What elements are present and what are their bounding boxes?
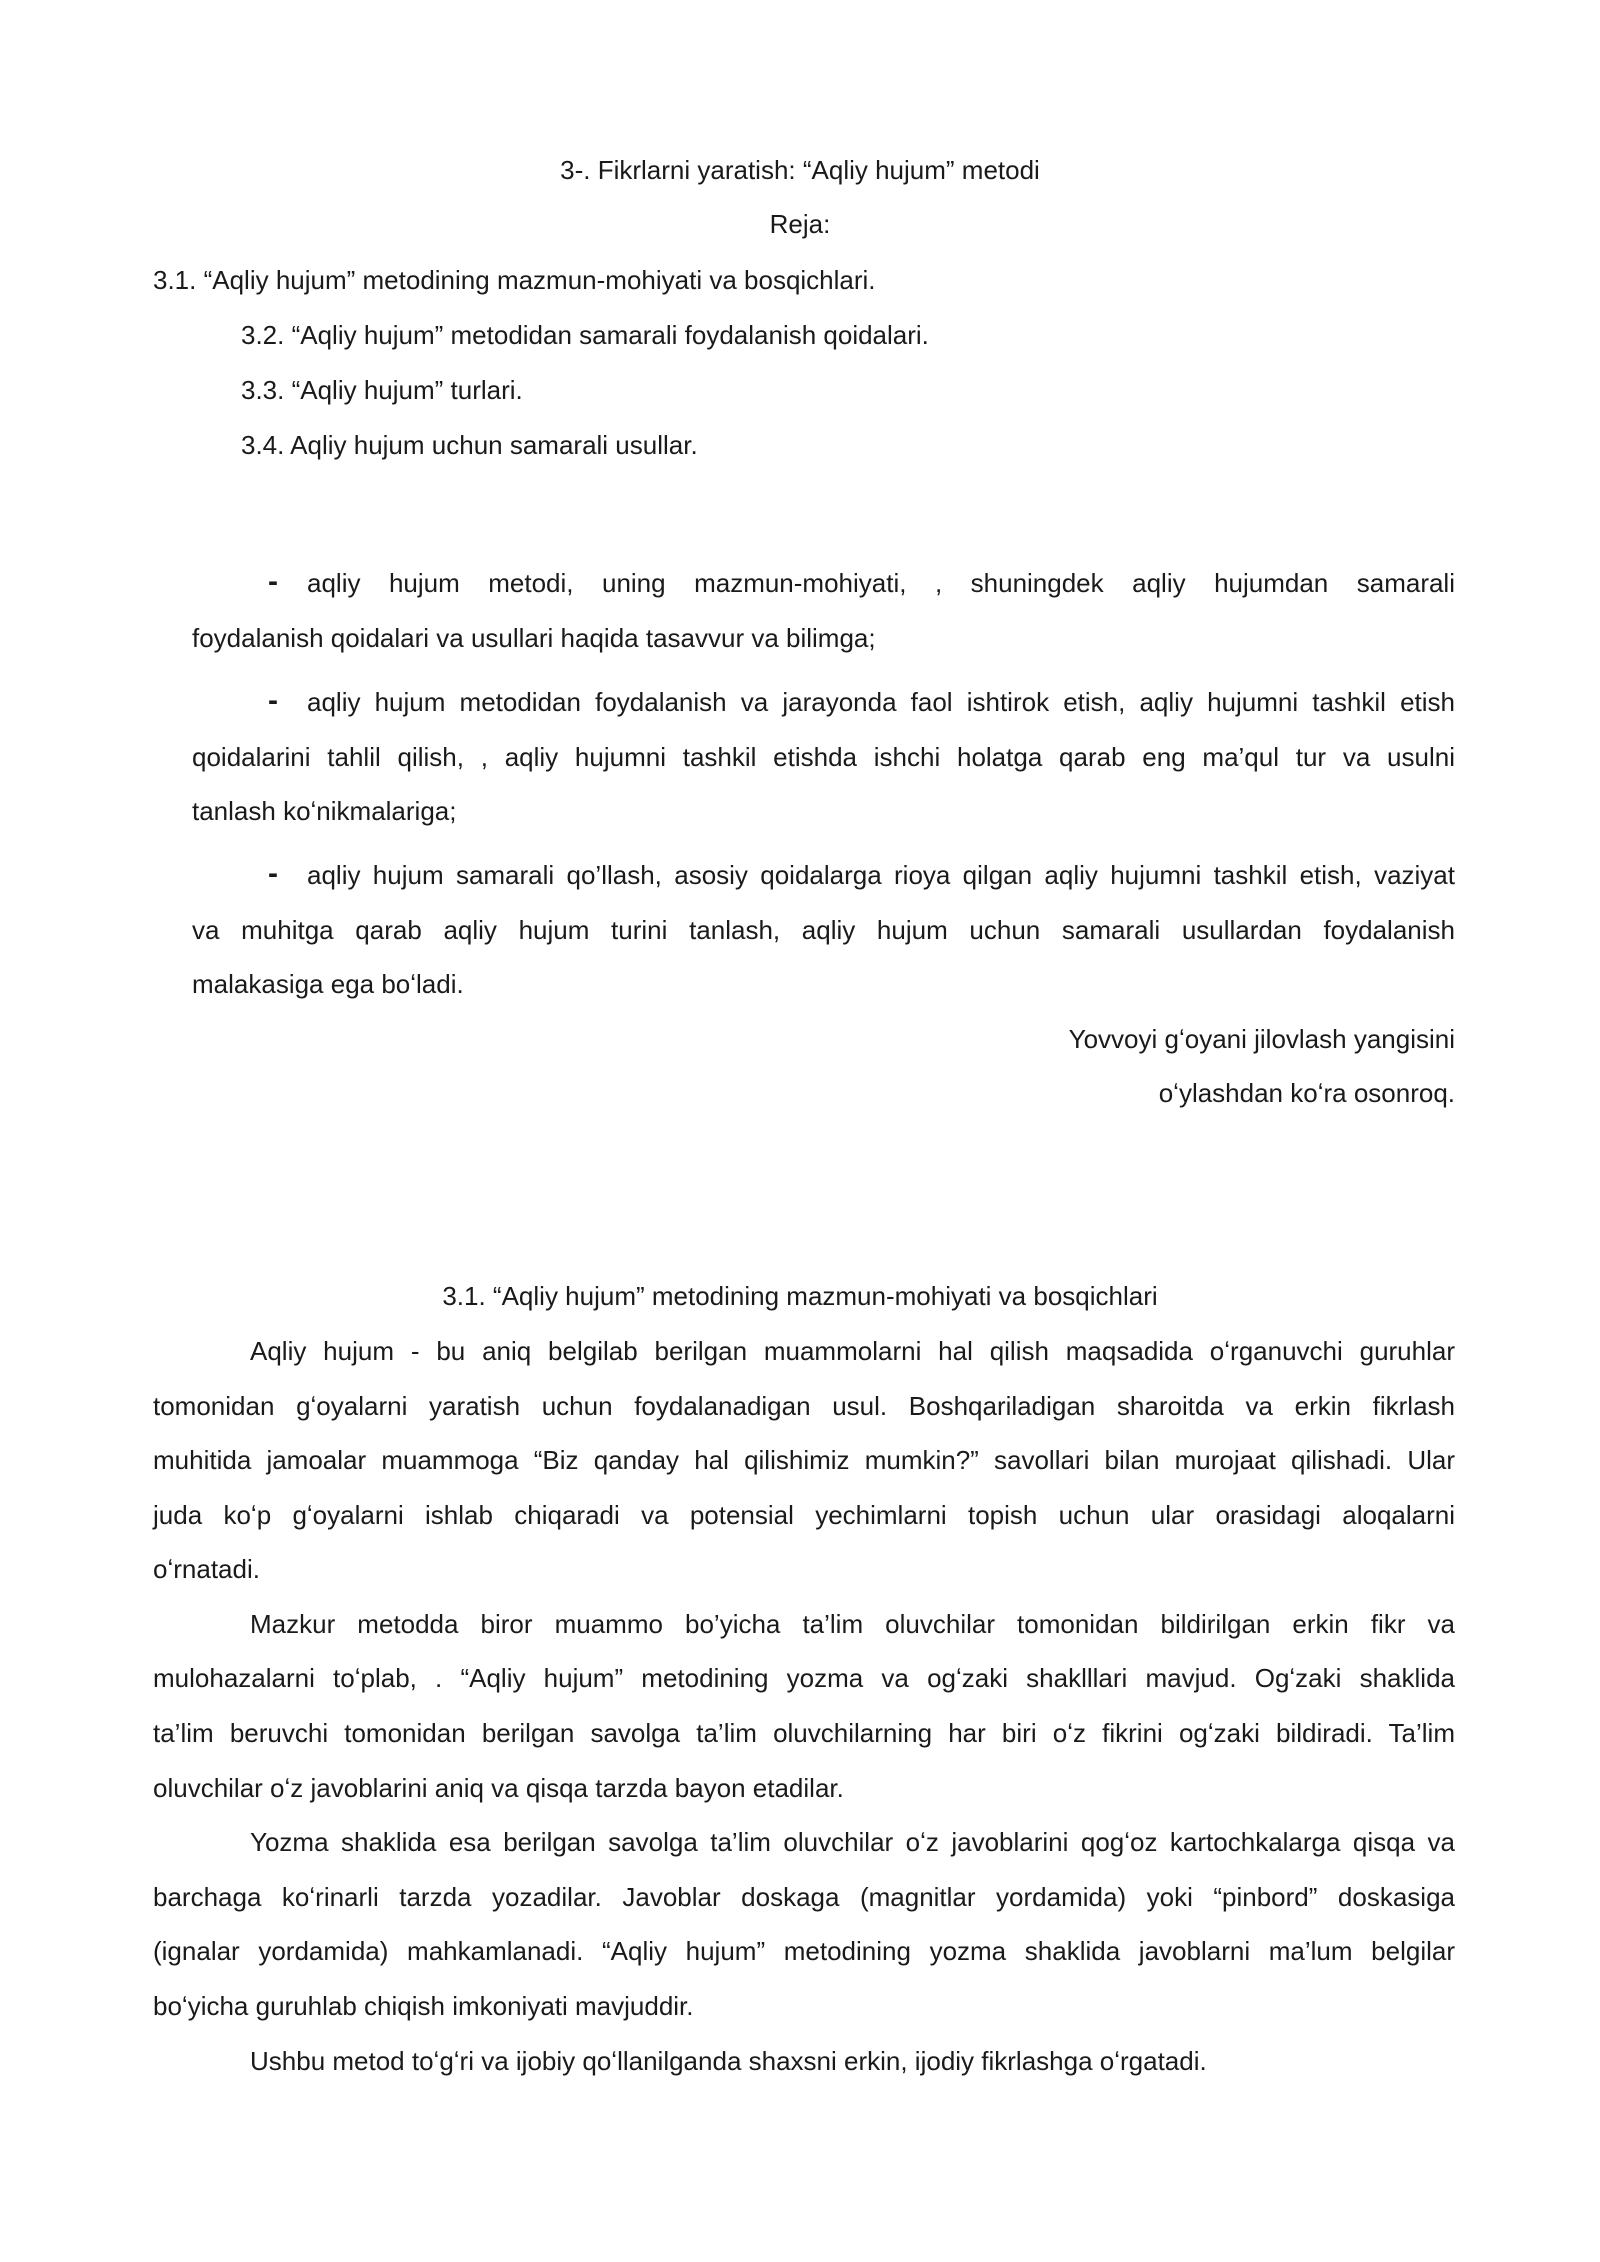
bullet-dash: - [268,565,278,598]
outcome-3-line-1: aqliy hujum samarali qo’llash, asosiy qoidalarga rioya qilgan aqliy hujumni tashkil etish, vaziyat [307,860,1455,890]
outcome-2-line-1: aqliy hujum metodidan foydalanish va jarayonda faol ishtirok etish, aqliy hujumni tashkil etish [307,687,1455,717]
paragraph-3-line-2: barchaga koʻrinarli tarzda yozadilar. Javoblar doskaga (magnitlar yordamida) yoki “pinbord” doskasiga [153,1882,1455,1912]
section-title: 3.1. “Aqliy hujum” metodining mazmun-mohiyati va bosqichlari [442,1281,1158,1311]
outcome-1-line-1: aqliy hujum metodi, uning mazmun-mohiyati, , shuningdek aqliy hujumdan samarali [307,568,1455,598]
epigraph-line-1: Yovvoyi gʻoyani jilovlash yangisini [1068,1024,1455,1054]
paragraph-2-line-2: mulohazalarni toʻplab, . “Aqliy hujum” metodining yozma va ogʻzaki shaklllari mavjud. Ogʻzaki shaklida [153,1663,1455,1693]
bullet-dash: - [268,857,278,890]
paragraph-3-line-1: Yozma shaklida esa berilgan savolga ta’lim oluvchilar oʻz javoblarini qogʻoz kartochkalarga qisqa va [250,1827,1455,1857]
paragraph-2-line-1: Mazkur metodda biror muammo bo’yicha ta’lim oluvchilar tomonidan bildirilgan erkin fikr va [250,1609,1455,1639]
outcome-2-line-2: qoidalarini tahlil qilish, , aqliy hujumni tashkil etishda ishchi holatga qarab eng ma’qul tur va usulni [192,742,1455,772]
paragraph-2-line-4: oluvchilar oʻz javoblarini aniq va qisqa tarzda bayon etadilar. [153,1773,844,1803]
outcome-3-line-2: va muhitga qarab aqliy hujum turini tanlash, aqliy hujum uchun samarali usullardan foydalanish [192,915,1455,945]
paragraph-3-line-3: (ignalar yordamida) mahkamlanadi. “Aqliy hujum” metodining yozma shaklida javoblarni ma’lum belgilar [153,1936,1455,1966]
plan-item-1: 3.1. “Aqliy hujum” metodining mazmun-mohiyati va bosqichlari. [153,265,876,295]
plan-label: Reja: [769,209,831,239]
outcome-3-line-3: malakasiga ega boʻladi. [192,969,464,999]
paragraph-4-line-1: Ushbu metod toʻgʻri va ijobiy qoʻllanilganda shaxsni erkin, ijodiy fikrlashga oʻrgatadi. [250,2046,1207,2076]
paragraph-1-line-5: oʻrnatadi. [153,1554,260,1584]
plan-item-3: 3.3. “Aqliy hujum” turlari. [241,375,523,405]
paragraph-1-line-2: tomonidan gʻoyalarni yaratish uchun foydalanadigan usul. Boshqariladigan sharoitda va erkin fikrlash [153,1391,1455,1421]
bullet-dash: - [268,684,278,717]
paragraph-2-line-3: ta’lim beruvchi tomonidan berilgan savolga ta’lim oluvchilarning har biri oʻz fikrini ogʻzaki bildiradi. Ta’lim [153,1718,1455,1748]
paragraph-1-line-3: muhitida jamoalar muammoga “Biz qanday hal qilishimiz mumkin?” savollari bilan murojaat qilishadi. Ular [153,1445,1455,1475]
plan-item-2: 3.2. “Aqliy hujum” metodidan samarali foydalanish qoidalari. [241,320,929,350]
outcome-1-line-2: foydalanish qoidalari va usullari haqida tasavvur va bilimga; [192,623,876,653]
paragraph-1-line-1: Aqliy hujum - bu aniq belgilab berilgan muammolarni hal qilish maqsadida oʻrganuvchi guruhlar [250,1336,1455,1366]
epigraph-line-2: oʻylashdan koʻra osonroq. [1158,1078,1455,1108]
outcome-2-line-3: tanlash koʻnikmalariga; [192,796,457,826]
page-title: 3-. Fikrlarni yaratish: “Aqliy hujum” metodi [560,155,1040,185]
plan-item-4: 3.4. Aqliy hujum uchun samarali usullar. [241,430,698,460]
paragraph-1-line-4: juda koʻp gʻoyalarni ishlab chiqaradi va potensial yechimlarni topish uchun ular orasidagi aloqalarni [153,1500,1455,1530]
paragraph-3-line-4: boʻyicha guruhlab chiqish imkoniyati mavjuddir. [153,1991,694,2021]
